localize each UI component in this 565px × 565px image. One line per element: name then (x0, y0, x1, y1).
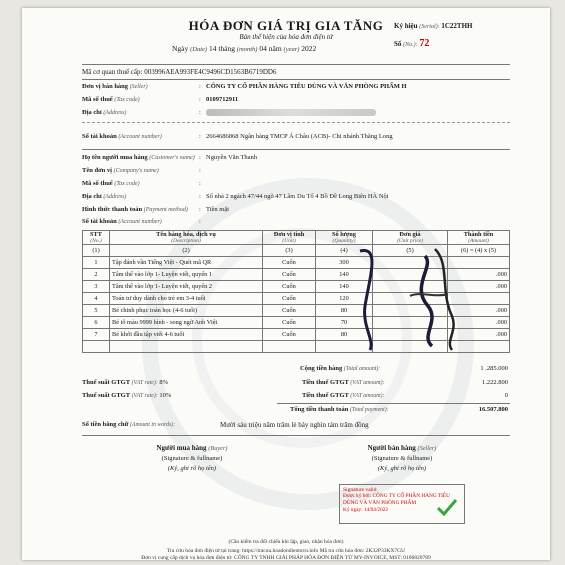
col-header-description: Tên hàng hóa, dịch vụ (Description) (110, 231, 263, 245)
item-description: Bé khởi đầu tập viết 4-6 tuổi (110, 329, 263, 341)
item-description: Tâm thế vào lớp 1- Luyện viết, quyển 2 (110, 281, 263, 293)
item-quantity: 140 (316, 281, 373, 293)
seller-tax-code: 0109712911 (206, 96, 239, 103)
buyer-address: Số nhà 2 ngách 47/44 ngõ 47 Lâm Du Tổ 4 Bồ Đề Long Biên HÀ Nội (206, 193, 389, 200)
divider (82, 122, 510, 123)
serial-line: Ký hiệu (Serial): 1C22THH (394, 22, 473, 30)
col-header-amount: Thành tiền (Amount) (448, 231, 510, 245)
item-unit: Cuốn (263, 329, 316, 341)
item-description: Bé chinh phục toán học (4-6 tuổi) (110, 305, 263, 317)
invoice-title: HÓA ĐƠN GIÁ TRỊ GIA TĂNG (188, 18, 384, 33)
item-amount: .000 (448, 317, 510, 329)
buyer-signature-note: (Ký, ghi rõ họ tên) (167, 465, 217, 472)
seller-name-row: Đơn vị bán hàng (Seller) : CÔNG TY CỔ PHẦN HÀNG TIÊU DÙNG VÀ VĂN PHÒNG PHẨM H (82, 83, 407, 90)
item-no: 5 (83, 305, 110, 317)
grand-total-label: Tổng tiền thanh toán (Total payment): (290, 406, 389, 413)
item-unit: Cuốn (263, 305, 316, 317)
signature-valid-label: Signature valid (343, 487, 377, 493)
item-amount: .000 (448, 281, 510, 293)
footer-note: (Cần kiểm tra đối chiếu khi lập, giao, nhận hóa đơn) (228, 539, 344, 545)
payment-method: Tiền mặt (206, 206, 230, 213)
item-quantity: 70 (316, 317, 373, 329)
item-unit: Cuốn (263, 281, 316, 293)
payment-method-row: Hình thức thanh toán (Payment method) : Tiền mặt (82, 206, 230, 213)
checkmark-icon (436, 497, 458, 517)
seller-signature-title: Người bán hàng (Seller) (367, 444, 437, 452)
tax-authority-code: Mã cơ quan thuế cấp: 003996AEA993FE4C9496CD1563B6719DD6 (82, 68, 277, 76)
divider (82, 435, 510, 436)
item-no: 3 (83, 281, 110, 293)
divider (82, 149, 510, 150)
buyer-name: Nguyễn Văn Thanh (206, 154, 258, 161)
footer-provider: Đơn vị cung cấp dịch vụ hóa đơn điện tử: CÔNG TY TNHH GIẢI PHÁP HÓA ĐƠN ĐIỆN TỬ MY-INVOICE, MST: 0106820789 (141, 555, 431, 560)
invoice-number: 72 (419, 38, 430, 49)
col-header-unit: Đơn vị tính (Unit) (263, 231, 316, 245)
table-index-row: (1) (2) (3) (4) (5) (6) = (4) x (5) (83, 245, 510, 257)
buyer-tax-row: Mã số thuế (Tax code) : (82, 180, 201, 187)
item-description: Bé tô màu 9999 hình - song ngữ Anh Việt (110, 317, 263, 329)
seller-account-row: Số tài khoản (Account number) : 2664686868 Ngân hàng TMCP Á Châu (ACB)- Chi nhánh Thăng Long (82, 133, 393, 140)
col-header-no: STT (No.) (83, 231, 110, 245)
date-year: 2022 (301, 44, 317, 53)
vat-amount-1-label: Tiền thuế GTGT (VAT amount): (302, 379, 385, 386)
divider (277, 403, 510, 404)
divider (82, 79, 510, 80)
invoice-date: Ngày (Date) 14 tháng (month) 04 năm (year) 2022 (172, 44, 317, 53)
buyer-account-row: Số tài khoản (Account number) : (82, 218, 201, 225)
item-unit: Cuốn (263, 257, 316, 269)
serial-value: 1C22THH (441, 22, 473, 30)
vat-amount-2-value: 0 (504, 392, 508, 399)
amount-in-words: Mười sáu triệu năm trăm lẻ bảy nghìn tám trăm đồng (220, 421, 369, 429)
digital-signature-box (339, 484, 465, 524)
buyer-signature-title: Người mua hàng (Buyer) (156, 444, 228, 452)
divider (82, 64, 510, 65)
date-month: 04 (259, 44, 267, 53)
signed-by: Được ký bởi: CÔNG TY CỔ PHẦN HÀNG TIÊU DÙNG VÀ VĂN PHÒNG PHẨM (343, 493, 450, 506)
item-quantity: 80 (316, 329, 373, 341)
item-description: Toán tư duy dành cho trẻ em 3-4 tuổi (110, 293, 263, 305)
seller-account: 2664686868 Ngân hàng TMCP Á Châu (ACB)- Chi nhánh Thăng Long (206, 133, 393, 140)
item-unit: Cuốn (263, 317, 316, 329)
invoice-document (22, 8, 550, 560)
item-quantity: 140 (316, 269, 373, 281)
item-quantity: 300 (316, 257, 373, 269)
amount-in-words-label: Số tiền bằng chữ (Amount in words): (82, 421, 176, 428)
item-quantity: 120 (316, 293, 373, 305)
table-header-row (83, 231, 510, 245)
item-amount: .000 (448, 305, 510, 317)
seller-address-redacted (206, 109, 376, 116)
date-day: 14 (208, 44, 217, 53)
buyer-company-row: Tên đơn vị (Company's name) : (82, 167, 201, 174)
footer-lookup: Tra cứu hóa đơn điện tử tại trang: https://tracuu.hoadondientuvn.info Mã tra cứu hóa đơn: 2K32P33KX7GU (166, 548, 406, 554)
grand-total-value: 16.507.800 (478, 406, 508, 413)
item-amount: .000 (448, 329, 510, 341)
seller-tax-row: Mã số thuế (Tax code) : 0109712911 (82, 96, 239, 103)
buyer-address-row: Địa chỉ (Address) : Số nhà 2 ngách 47/44 ngõ 47 Lâm Du Tổ 4 Bồ Đề Long Biên HÀ Nội (82, 193, 389, 200)
buyer-name-row: Họ tên người mua hàng (Customer's name) : Nguyễn Văn Thanh (82, 154, 258, 161)
item-unit: Cuốn (263, 269, 316, 281)
seller-signature-hint: (Signature & fullname) (371, 455, 433, 462)
vat-rate-2-label: Thuế suất GTGT (VAT rate): 10% (82, 392, 172, 399)
vat-rate-2-value: 10% (159, 392, 172, 399)
col-header-quantity: Số lượng (Quantity) (316, 231, 373, 245)
seller-address-row: Địa chỉ (Address) : (82, 109, 126, 116)
seller-signature-note: (Ký, ghi rõ họ tên) (377, 465, 427, 472)
vat-rate-1-value: 8% (159, 379, 168, 386)
item-no: 7 (83, 329, 110, 341)
handwritten-scribble (340, 246, 490, 354)
seller-name: CÔNG TY CỔ PHẦN HÀNG TIÊU DÙNG VÀ VĂN PHÒNG PHẨM H (206, 83, 407, 90)
item-no: 6 (83, 317, 110, 329)
invoice-number-line: Số (No.): 72 (394, 38, 430, 49)
vat-rate-1-label: Thuế suất GTGT (VAT rate): 8% (82, 379, 168, 386)
vat-amount-1-value: 1.222.800 (482, 379, 508, 386)
subtotal-label: Cộng tiền hàng (Total amount): (300, 365, 381, 372)
item-unit: Cuốn (263, 293, 316, 305)
invoice-subtitle: Bản thể hiện của hóa đơn điện tử (239, 33, 333, 41)
item-quantity: 80 (316, 305, 373, 317)
item-no: 2 (83, 269, 110, 281)
subtotal-value: 1 .285.000 (480, 365, 508, 372)
item-description: Tâm thế vào lớp 1- Luyện viết, quyển 1 (110, 269, 263, 281)
buyer-signature-hint: (Signature & fullname) (161, 455, 223, 462)
vat-amount-2-label: Tiền thuế GTGT (VAT amount): (302, 392, 385, 399)
item-no: 1 (83, 257, 110, 269)
item-no: 4 (83, 293, 110, 305)
col-header-unit-price: Đơn giá (Unit price) (373, 231, 448, 245)
item-amount: .000 (448, 269, 510, 281)
item-description: Tập đánh vần Tiếng Việt - Quét mã QR (110, 257, 263, 269)
signed-date: Ký ngày: 14/04/2022 (343, 507, 389, 513)
